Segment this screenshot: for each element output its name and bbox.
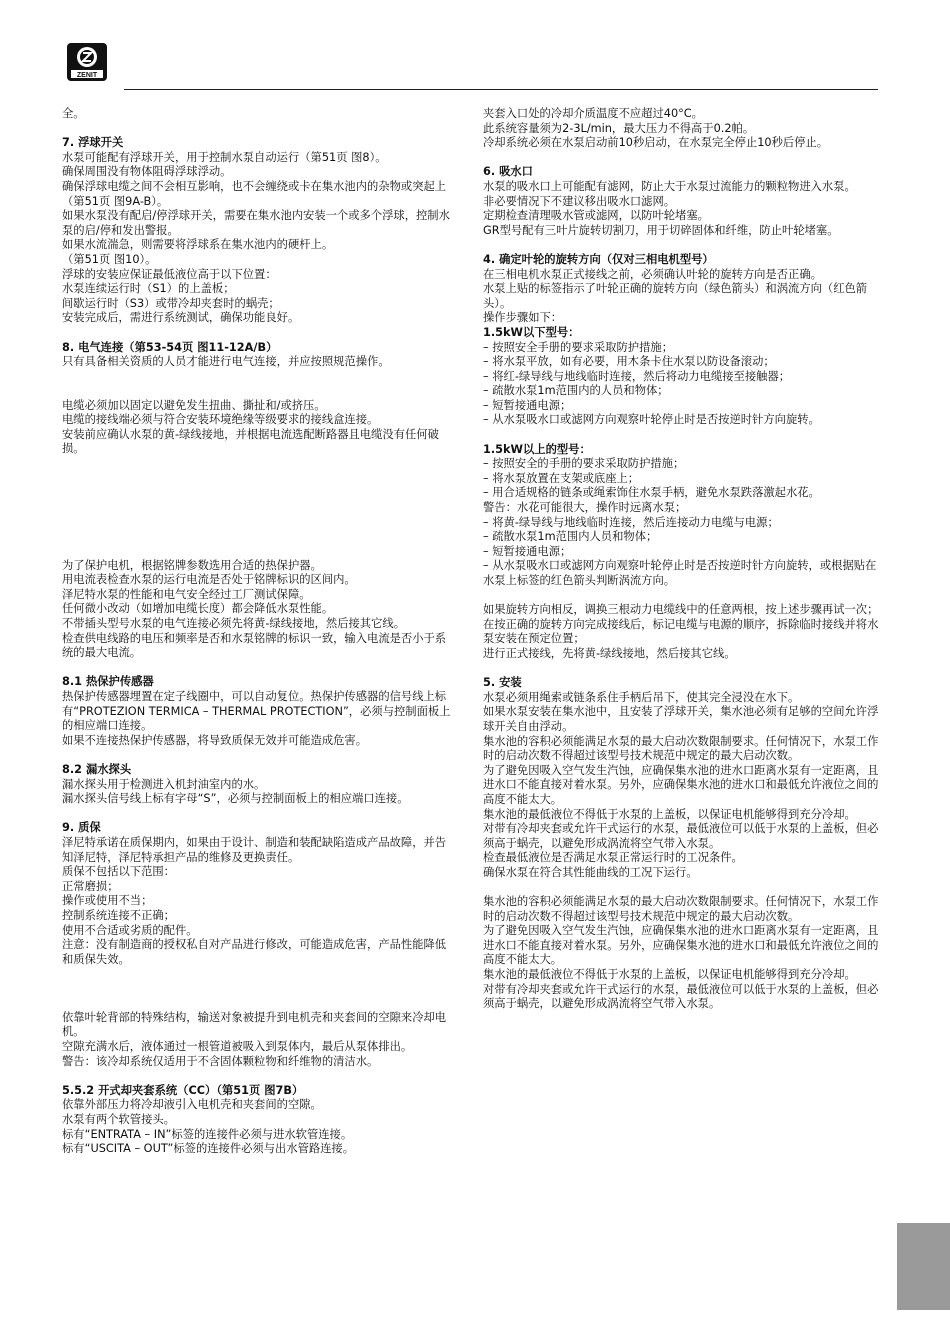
- section-heading: 9. 质保: [62, 821, 101, 835]
- paragraph: 热保护传感器埋置在定子线圈中，可以自动复位。热保护传感器的信号线上标有“PROTEZION TERMICA – THERMAL PROTECTION”，必须与控制面板上的相应端口连接。: [62, 690, 451, 733]
- spacer: [483, 238, 880, 253]
- paragraph: 漏水探头信号线上标有字母“S”，必须与控制面板上的相应端口连接。: [62, 792, 409, 806]
- paragraph: 只有具备相关资质的人员才能进行电气连接，并应按照规范操作。: [62, 355, 390, 369]
- paragraph: 对带有冷却夹套或允许干式运行的水泵，最低液位可以低于水泵的上盖板，但必须高于蜗壳，以避免形成涡流将空气带入水泵。: [483, 982, 879, 1011]
- paragraph: 漏水探头用于检测进入机封油室内的水。: [62, 777, 266, 791]
- spacer: [62, 996, 457, 1011]
- spacer: [62, 661, 457, 676]
- paragraph: – 短暂接通电源；: [483, 544, 572, 558]
- paragraph: 此系统容量须为2-3L/min，最大压力不得高于0.2帕。: [483, 121, 755, 135]
- section-heading: 8.2 漏水探头: [62, 762, 132, 776]
- paragraph: 浮球的安装应保证最低液位高于以下位置：: [62, 267, 277, 281]
- paragraph: 警告：该冷却系统仅适用于不含固体颗粒物和纤维物的清洁水。: [62, 1054, 379, 1068]
- paragraph: 电缆的接线端必须与符合安装环境绝缘等级要求的接线盒连接。: [62, 413, 379, 427]
- section-heading: 6. 吸水口: [483, 165, 533, 179]
- paragraph: 不带插头型号水泵的电气连接必须先将黄-绿线接地，然后接其它线。: [62, 617, 405, 631]
- paragraph: 依靠外部压力将冷却液引入电机壳和夹套间的空隙。: [62, 1098, 322, 1112]
- spacer: [62, 122, 457, 137]
- paragraph: 集水池的容积必须能满足水泵的最大启动次数限制要求。任何情况下，水泵工作时的启动次数不得超过该型号技术规范中规定的最大启动次数。: [483, 895, 879, 923]
- paragraph: 为了保护电机，根据铭牌参数选用合适的热保护器。: [62, 558, 322, 572]
- paragraph: – 疏散水泵1m范围内人员和物体；: [483, 530, 658, 544]
- paragraph: 在按正确的旋转方向完成接线后，标记电缆与电源的顺序，拆除临时接线并将水泵安装在预定位置；: [483, 617, 879, 646]
- paragraph: 非必要情况下不建议移出吸水口滤网。: [483, 194, 676, 208]
- section-heading: 1.5kW以下型号：: [483, 325, 580, 339]
- paragraph: – 用合适规格的链条或绳索饰住水泵手柄，避免水泵跌落激起水花。: [483, 486, 820, 500]
- paragraph: 确保周围没有物体阻碍浮球浮动。: [62, 165, 232, 179]
- paragraph: 用电流表检查水泵的运行电流是否处于铭牌标识的区间内。: [62, 573, 356, 587]
- paragraph: 进行正式接线，先将黄-绿线接地，然后接其它线。: [483, 646, 736, 660]
- paragraph: 依靠叶轮背部的特殊结构，输送对象被提升到电机壳和夹套间的空隙来冷却电机。: [62, 1010, 447, 1039]
- paragraph: – 从水泵吸水口或滤网方向观察叶轮停止时是否按逆时针方向旋转，或根据贴在水泵上标签的红色箭头判断涡流方向。: [483, 559, 877, 587]
- section-heading: 8. 电气连接（第53-54页 图11-12A/B）: [62, 340, 278, 354]
- spacer: [483, 880, 880, 895]
- paragraph: 如果水泵没有配启/停浮球开关，需要在集水池内安装一个或多个浮球，控制水泵的启/停和发出警报。: [62, 209, 450, 237]
- paragraph: 集水池的最低液位不得低于水泵的上盖板，以保证电机能够得到充分冷却。: [483, 807, 856, 821]
- paragraph: 水泵必须用绳索或链条系住手柄后吊下，使其完全浸没在水下。: [483, 690, 800, 704]
- paragraph: – 疏散水泵1m范围内的人员和物体；: [483, 384, 669, 398]
- paragraph: 泽尼特承诺在质保期内，如果由于设计、制造和装配缺陷造成产品故障，并告知泽尼特，泽尼特承担产品的维修及更换责任。: [62, 835, 447, 864]
- paragraph: – 按照安全手册的要求采取防护措施；: [483, 340, 673, 354]
- paragraph: 检查最低液位是否满足水泵正常运行时的工况条件。: [483, 851, 743, 865]
- section-heading: 4. 确定叶轮的旋转方向（仅对三相电机型号）: [483, 252, 714, 266]
- spacer: [483, 662, 880, 677]
- header-rule: [124, 89, 878, 90]
- logo-text: ZENIT: [76, 72, 98, 79]
- left-column: [62, 107, 457, 1157]
- paragraph: 正常磨损；: [62, 879, 119, 893]
- paragraph: 电缆必须加以固定以避免发生扭曲、撕扯和/或挤压。: [62, 398, 326, 412]
- paragraph: 标有“USCITA – OUT”标签的连接件必须与出水管路连接。: [62, 1142, 355, 1156]
- paragraph: – 按照安全的手册的要求采取防护措施；: [483, 457, 685, 471]
- spacer: [62, 370, 457, 399]
- spacer: [62, 544, 457, 559]
- spacer: [483, 151, 880, 166]
- paragraph: 标有“ENTRATA – IN”标签的连接件必须与进水软管连接。: [62, 1127, 353, 1141]
- paragraph: 如果旋转方向相反，调换三根动力电缆线中的任意两根，按上述步骤再试一次；: [483, 603, 879, 617]
- spacer: [62, 967, 457, 996]
- paragraph: 质保不包括以下范围：: [62, 865, 175, 879]
- paragraph: 确保水泵在符合其性能曲线的工况下运行。: [483, 865, 698, 879]
- spacer: [62, 457, 457, 486]
- spacer: [62, 486, 457, 515]
- paragraph: – 将水泵放置在支架或底座上；: [483, 471, 640, 485]
- right-column: [483, 107, 880, 1012]
- spacer: [62, 326, 457, 341]
- paragraph: 泽尼特水泵的性能和电气安全经过工厂测试保障。: [62, 587, 311, 601]
- paragraph: GR型号配有三叶片旋转切割刀，用于切碎固体和纤维，防止叶轮堵塞。: [483, 223, 839, 237]
- paragraph: 任何微小改动（如增加电缆长度）都会降低水泵性能。: [62, 602, 334, 616]
- paragraph: 定期检查清理吸水管或滤网，以防叶轮堵塞。: [483, 209, 709, 223]
- paragraph: 如果不连接热保护传感器，将导致质保无效并可能造成危害。: [62, 733, 368, 747]
- section-heading: 1.5kW以上的型号：: [483, 442, 591, 456]
- paragraph: 冷却系统必须在水泵启动前10秒启动，在水泵完全停止10秒后停止。: [483, 136, 829, 150]
- paragraph: 水泵上贴的标签指示了叶轮正确的旋转方向（绿色箭头）和涡流方向（红色箭头）。: [483, 282, 868, 310]
- paragraph: 夹套入口处的冷却介质温度不应超过40°C。: [483, 107, 703, 120]
- spacer: [483, 589, 880, 604]
- page-edge-tab: [897, 1223, 950, 1310]
- paragraph: 安装完成后，需进行系统测试，确保功能良好。: [62, 311, 300, 325]
- paragraph: 间歇运行时（S3）或带冷却夹套时的蜗壳；: [62, 296, 280, 310]
- paragraph: 空隙充满水后，液体通过一根管道被吸入到泵体内，最后从泵体排出。: [62, 1040, 413, 1054]
- paragraph: 水泵连续运行时（S1）的上盖板；: [62, 282, 235, 296]
- section-heading: 8.1 热保护传感器: [62, 675, 154, 689]
- spacer: [62, 515, 457, 544]
- paragraph: 水泵的吸水口上可能配有滤网，防止大于水泵过流能力的颗粒物进入水泵。: [483, 179, 856, 193]
- paragraph: 如果水流湍急，则需要将浮球系在集水池内的硬杆上。: [62, 238, 334, 252]
- paragraph: – 从水泵吸水口或滤网方向观察叶轮停止时是否按逆时针方向旋转。: [483, 413, 820, 427]
- spacer: [483, 428, 880, 443]
- paragraph: 对带有冷却夹套或允许干式运行的水泵，最低液位可以低于水泵的上盖板，但必须高于蜗壳，以避免形成涡流将空气带入水泵。: [483, 822, 879, 850]
- section-heading: 5.5.2 开式却夹套系统（CC）（第51页 图7B）: [62, 1083, 304, 1097]
- paragraph: – 将红-绿导线与地线临时连接，然后将动力电缆接至接触器；: [483, 369, 791, 383]
- paragraph: – 短暂接通电源；: [483, 398, 572, 412]
- paragraph: 确保浮球电缆之间不会相互影响，也不会缠绕或卡在集水池内的杂物或突起上（第51页 图9A-B）。: [62, 179, 447, 208]
- paragraph: 水泵可能配有浮球开关，用于控制水泵自动运行（第51页 图8）。: [62, 150, 387, 164]
- paragraph: 在三相电机水泵正式接线之前，必须确认叶轮的旋转方向是否正确。: [483, 267, 822, 281]
- section-heading: 7. 浮球开关: [62, 136, 124, 150]
- section-heading: 5. 安装: [483, 676, 522, 690]
- paragraph: 集水池的最低液位不得低于水泵的上盖板，以保证电机能够得到充分冷却。: [483, 968, 856, 982]
- paragraph: – 将水泵平放，如有必要，用木条卡住水泵以防设备滚动；: [483, 355, 775, 369]
- paragraph: 安装前应确认水泵的黄-绿线接地，并根据电流选配断路器且电缆没有任何破损。: [62, 427, 439, 456]
- spacer: [62, 807, 457, 822]
- paragraph: 警告：水花可能很大，操作时远离水泵；: [483, 501, 687, 515]
- paragraph: 为了避免因吸入空气发生汽蚀，应确保集水池的进水口距离水泵有一定距离，且进水口不能直接对着水泵。另外，应确保集水池的进水口和最低允许液位之间的高度不能太大。: [483, 763, 879, 806]
- paragraph: – 将黄-绿导线与地线临时连接，然后连接动力电缆与电源；: [483, 515, 779, 529]
- paragraph: 水泵有两个软管接头。: [62, 1113, 175, 1127]
- paragraph: （第51页 图10）。: [62, 252, 157, 266]
- paragraph: 操作步骤如下：: [483, 311, 563, 325]
- spacer: [62, 1069, 457, 1084]
- paragraph: 如果水泵安装在集水池中，且安装了浮球开关，集水池必须有足够的空间允许浮球开关自由浮动。: [483, 705, 879, 733]
- paragraph: 控制系统连接不正确；: [62, 908, 175, 922]
- paragraph: 集水池的容积必须能满足水泵的最大启动次数限制要求。任何情况下，水泵工作时的启动次数不得超过该型号技术规范中规定的最大启动次数。: [483, 734, 879, 763]
- paragraph: 注意：没有制造商的授权私自对产品进行修改，可能造成危害，产品性能降低和质保失效。: [62, 938, 447, 966]
- paragraph: 为了避免因吸入空气发生汽蚀，应确保集水池的进水口距离水泵有一定距离，且进水口不能直接对着水泵。另外，应确保集水池的进水口和最低允许液位之间的高度不能太大。: [483, 924, 879, 967]
- paragraph: 操作或使用不当；: [62, 894, 153, 908]
- zenit-logo: [66, 42, 108, 82]
- paragraph: 全。: [62, 107, 85, 120]
- paragraph: 检查供电线路的电压和频率是否和水泵铭牌的标识一致，输入电流是否小于系统的最大电流。: [62, 631, 447, 660]
- paragraph: 使用不合适或劣质的配件。: [62, 923, 198, 937]
- spacer: [62, 748, 457, 763]
